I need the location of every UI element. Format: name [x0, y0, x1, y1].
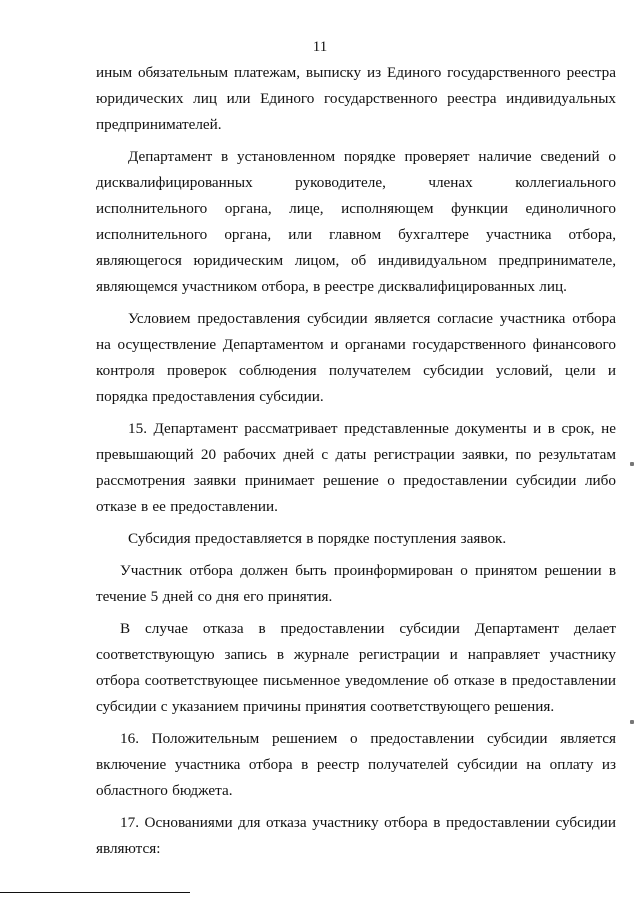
- paragraph-disqualified-check: Департамент в установленном порядке проверяет наличие сведений о дисквалифицированных руководителе, членах коллегиального исполнительного органа, лице, исполняющем функции единоличного исполнительного органа, или главном бухгалтере участника отбора, являющегося юридическим лицом, об индивидуальном предпринимателе, являющемся участником отбора, в реестре дисквалифицированных лиц.: [96, 148, 616, 295]
- paragraph-refusal-case: В случае отказа в предоставлении субсидии Департамент делает соответствующую запись в журнале регистрации и направляет участнику отбора соответствующее письменное уведомление об отказе в предоставлении субсидии с указанием причины принятия соответствующего решения.: [96, 620, 616, 715]
- scan-margin-mark: [630, 462, 634, 466]
- footnote-separator-line: [0, 892, 190, 893]
- paragraph-item-17: 17. Основаниями для отказа участнику отбора в предоставлении субсидии являются:: [96, 814, 616, 857]
- scan-margin-mark: [630, 720, 634, 724]
- page-number: 11: [312, 39, 328, 55]
- paragraph-item-15: 15. Департамент рассматривает представленные документы и в срок, не превышающий 20 рабочих дней с даты регистрации заявки, по результатам рассмотрения заявки принимает решение о предоставлении субсидии либо отказе в ее предоставлении.: [96, 420, 616, 515]
- paragraph-continuation: иным обязательным платежам, выписку из Единого государственного реестра юридических лиц или Единого государственного реестра индивидуальных предпринимателей.: [96, 64, 616, 133]
- paragraph-order-of-receipt: Субсидия предоставляется в порядке поступления заявок.: [128, 530, 507, 547]
- paragraph-consent-condition: Условием предоставления субсидии является согласие участника отбора на осуществление Департаментом и органами государственного финансового контроля проверок соблюдения получателем субсидии условий, цели и порядка предоставления субсидии.: [96, 310, 616, 405]
- paragraph-notification: Участник отбора должен быть проинформирован о принятом решении в течение 5 дней со дня его принятия.: [96, 562, 616, 605]
- document-body: [96, 60, 616, 868]
- paragraph-item-16: 16. Положительным решением о предоставлении субсидии является включение участника отбора в реестр получателей субсидии на оплату из областного бюджета.: [96, 730, 616, 799]
